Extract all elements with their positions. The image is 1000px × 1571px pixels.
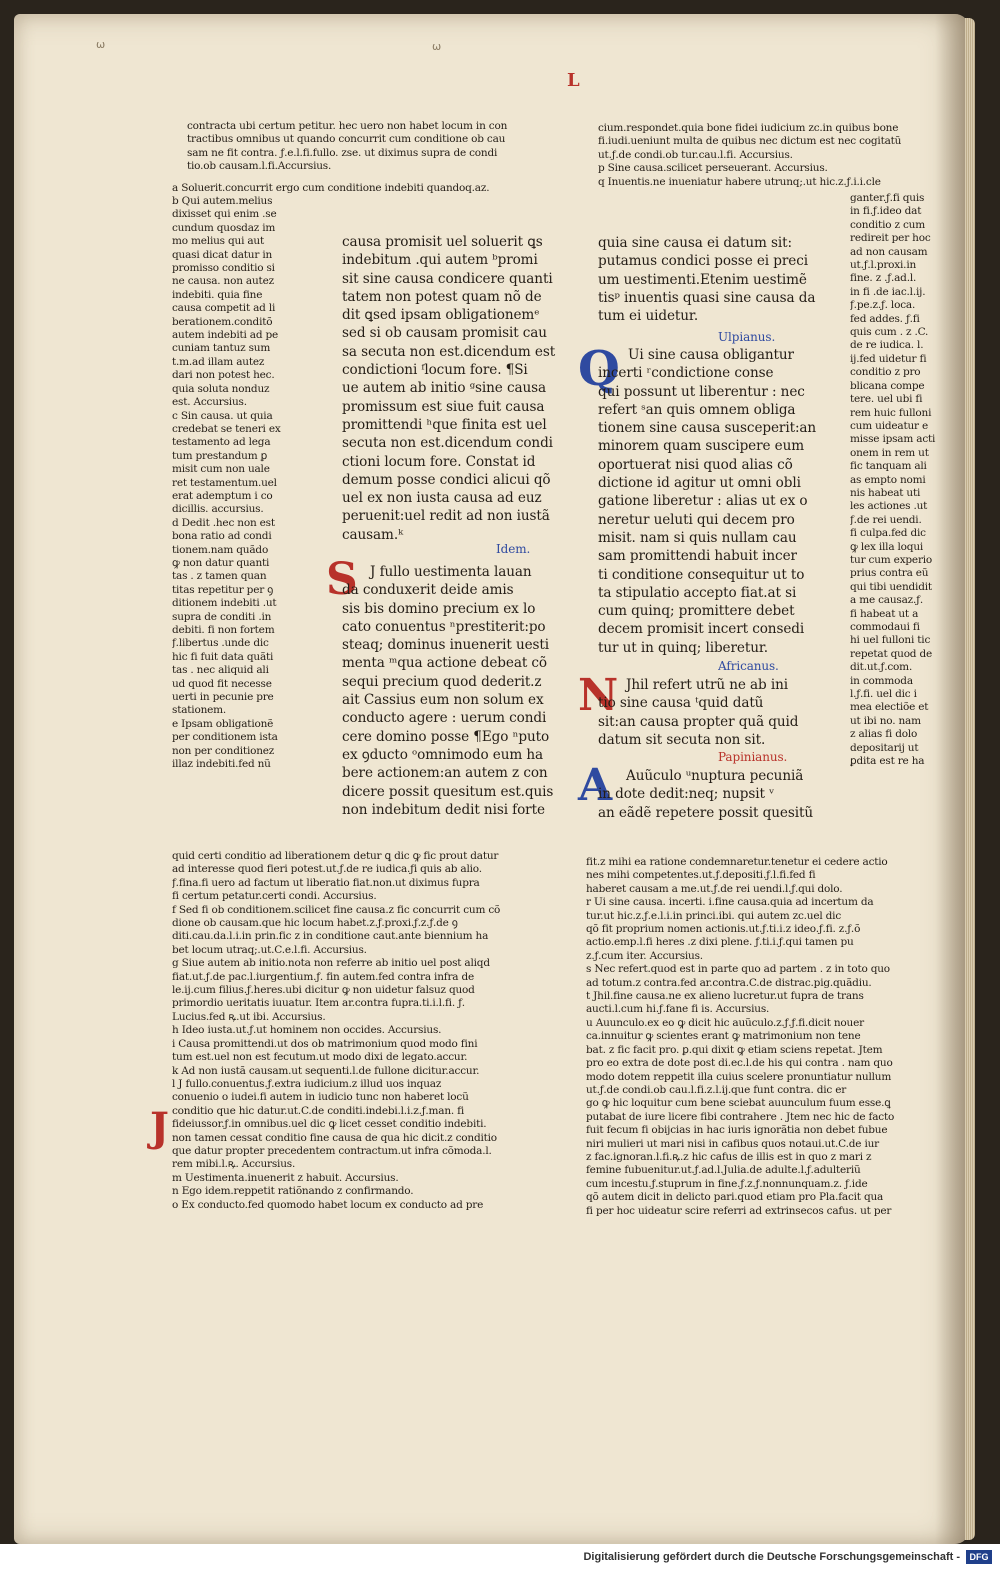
top-mark-right: ω [432,40,442,53]
initial-q: Q [578,341,620,397]
left-gloss-a: a Soluerit.concurrit ergo cum conditione indebiti quandoq.az. [172,182,490,194]
left-gloss-top: contracta ubi certum petitur. hec uero non habet locum in con tractibus omnibus ut quando concurrit cum conditione ob cau sam ne fit contra. ƒ.e.l.fi.fullo. zse. ut diximus supra de condi tio.ob causam.l.fi.Accursius. [187,120,508,173]
rubric-idem: Idem. [496,542,531,556]
header-rubric: L [567,70,580,91]
left-gloss-bottom: quid certi conditio ad liberationem detur ꝗ dic ꝙ fic prout datur ad interesse quod fieri potest.ut.ƒ.de re iudica.ƒi quis ab alio. ƒ.fina.fi uero ad factum ut liberatio fiat.non.ut diximus fupra fi certum petatur.certi condi. Accursius. f Sed fi ob conditionem.scilicet fine causa.z fic concurrit cum cõ dione ob causam.que hic locum habet.z.ƒ.proxi.ƒ.z.ƒ.de ꝯ diti.cau.da.l.i.in prin.fic z in conditione caut.ante biennium ha bet locum utraq;.ut.C.e.l.fi. Accursius. g Siue autem ab initio.nota non referre ab initio uel post aliqd fiat.ut.ƒ.de pac.l.iurgentium.ƒ. fin autem.fed contra infra de le.ij.cum filius.ƒ.heres.ubi dicitur ꝙ non uidetur falsuz quod primordio ueritatis iuuatur. Item ar.contra fupra.ti.i.l.fi. ƒ. Lucius.fed ꝶ.ut ibi. Accursius. h Ideo iusta.ut.ƒ.ut hominem non occides. Accursius. i Causa promittendi.ut dos ob matrimonium quod modo fini tum est.uel non est fecutum.ut modo dixi de legato.accur. k Ad non iustã causam.ut sequenti.l.de fullone dicitur.accur. l J fullo.conuentus.ƒ.extra iudicium.z illud uos inquaz conuenio o iudei.fi autem in iudicio tunc non haberet locũ conditio que hic datur.ut.C.de conditi.indebi.l.i.z.ƒ.man. fi fideiussor.ƒ.in omnibus.uel dic ꝙ licet cesset conditio indebiti. non tamen cessat conditio fine causa de qua hic dicit.z conditio que datur propter precedentem contractum.ut infra cõmoda.l. rem mibi.l.ꝶ. Accursius. m Uestimenta.inuenerit z habuit. Accursius. n Ego idem.reppetit ratiõnando z confirmando. o Ex conducto.fed quomodo habet locum ex conducto ad pre [172,850,501,1211]
footer-credit: Digitalisierung gefördert durch die Deutsche Forschungsgemeinschaft - [583,1551,960,1563]
right-main-text-2: Ui sine causa obligantur incerti ʳcondictione conse qui possunt ut liberentur : nec refert ˢan quis omnem obliga tionem sine causa susceperit:an minorem quam suscipere eum oportuerat nisi quod alias cõ dictione id agitur ut omni obli gatione liberetur : alias ut ex o neretur ueluti qui decem pro misit. nam si quis nullam cau sam promittendi habuit incer ti conditione consequitur ut to ta stipulatio accepto fiat.at si cum quinq; promittere debet decem promisit incert consedi tur ut in quinq; liberetur. [598,347,817,656]
initial-i-gloss: J [150,1104,169,1151]
right-gloss-side-column: ganter.ƒ.fi quis in fi.ƒ.ideo dat conditio z cum redireit per hoc ad non causam ut.ƒ.l.proxi.in fine. z .ƒ.ad.l. in fi .de iac.l.ij. ƒ.pe.z.ƒ. loca. fed addes. ƒ.fi quis cum . z .C. de re iudica. l. ij.fed uidetur fi conditio z pro blicana compe tere. uel ubi fi rem huic fulloni cum uideatur e misse ipsam acti onem in rem ut fic tanquam ali as empto nomi nis habeat uti les actiones .ut ƒ.de rei uendi. fi culpa.fed dic ꝙ lex illa loqui tur cum experio prius contra eũ qui tibi uendidit a me causaz.ƒ. fi habeat ut a commodaui fi hi uel fulloni tic repetat quod de dit.ut.ƒ.com. in commoda l.ƒ.fi. uel dic i mea electiõe et ut ibi no. nam z alias fi dolo depositarij ut ꝑdita est re ha [850,192,936,768]
left-main-text-1: causa promisit uel soluerit ꝗs indebitum .qui autem ᵇpromi sit sine causa condicere quanti tatem non potest quam nõ de dit ꝗsed ipsam obligationemᵉ sed si ob causam promisit cau sa secuta non est.dicendum est condictioni ᶠlocum fore. ¶Si ue autem ab initio ᵍsine causa promissum est siue fuit causa promittendi ʰque finita est uel secuta non est.dicendum condi ctioni locum fore. Constat id demum posse condici alicui qõ uel ex non iusta causa ad euz peruenit:uel redit ad non iustã causam.ᵏ [342,234,556,543]
left-main-text-2: J fullo uestimenta lauan da conduxerit deide amis sis bis domino precium ex lo cato conuentus ⁿprestiterit:po steaq; dominus inuenerit uesti menta ᵐqua actione debeat cõ sequi precium quod dederit.z ait Cassius eum non solum ex conducto agere : uerum condi cere domino posse ¶Ego ⁿputo ex ꝯducto ᵒomnimodo eum ha bere actionem:an autem z con dicere possit quesitum est.quis non indebitum dedit nisi forte [342,564,554,818]
right-main-text-3: Jhil refert utrũ ne ab ini tio sine causa ᵗquid datũ sit:an causa propter quã quid datum sit secuta non sit. [598,677,799,748]
initial-s: S [326,554,358,605]
dfg-logo-icon: DFG [966,1550,992,1564]
digitization-footer [0,1544,1000,1571]
page-edge [965,18,975,1540]
right-main-text-1: quia sine causa ei datum sit: putamus condici posse ei preci um uestimenti.Etenim uestimẽ tisᵖ inuentis quasi sine causa da tum ei uidetur. [598,235,816,325]
rubric-papinianus: Papinianus. [718,750,788,764]
right-gloss-top: cium.respondet.quia bone fidei iudicium zc.in quibus bone fi.iudi.ueniunt multa de quibus nec dictum est nec cogitatũ ut.ƒ.de condi.ob tur.cau.l.fi. Accursius. p Sine causa.scilicet perseuerant. Accursius. q Inuentis.ne inueniatur habere utrunq;.ut hic.z.ƒ.i.i.cle [598,122,902,188]
rubric-ulpianus: Ulpianus. [718,330,776,344]
top-mark-left: ω [96,38,106,51]
rubric-africanus: Africanus. [718,659,779,673]
right-main-text-4: Auũculo ᵘnuptura pecuniã in dote dedit:neq; nupsit ᵛ an eãdẽ repetere possit quesitũ [598,768,813,821]
left-gloss-side-column: b Qui autem.melius dixisset qui enim .se cundum quosdaz im mo melius qui aut quasi dicat datur in promisso conditio si ne causa. non autez indebiti. quia fine causa competit ad li berationem.conditõ autem indebiti ad pe cuniam tantuz sum t.m.ad illam autez dari non potest hec. quia soluta nonduz est. Accursius. c Sin causa. ut quia credebat se teneri ex testamento ad lega tum prestandum ꝑ misit cum non uale ret testamentum.uel erat ademptum i co dicillis. accursius. d Dedit .hec non est bona ratio ad condi tionem.nam quãdo ꝙ non datur quanti tas . z tamen quan titas repetitur per ꝯ ditionem indebiti .ut supra de conditi .in debiti. fi non fortem ƒ.libertus .unde dic hic fi fuit data quãti tas . nec aliquid ali ud quod fit necesse uerti in pecunie pre stationem. e Ipsam obligationẽ per conditionem ista non per conditionez illaz indebiti.fed nũ [172,195,281,771]
initial-a: A [578,760,613,811]
initial-n: N [578,670,619,721]
right-gloss-bottom: fit.z mihi ea ratione condemnaretur.tenetur ei cedere actio nes mihi competentes.ut.ƒ.depositi.ƒ.l.fi.fed fi haberet causam a me.ut.ƒ.de rei uendi.l.ƒ.qui dolo. r Ui sine causa. incerti. i.fine causa.quia ad incertum da tur.ut hic.z.ƒ.e.l.i.in princi.ibi. qui autem zc.uel dic qõ fit proprium nomen actionis.ut.ƒ.ti.i.z ideo.ƒ.fi. z.ƒ.õ actio.emp.l.fi heres .z dixi plene. ƒ.ti.i.ƒ.qui tamen pu z.ƒ.cum iter. Accursius. s Nec refert.quod est in parte quo ad partem . z in toto quo ad totum.z contra.fed ar.contra.C.de distrac.pig.quãdiu. t Jhil.fine causa.ne ex alieno lucretur.ut fupra de trans aucti.l.cum hi.ƒ.fane fi is. Accursius. u Auunculo.ex eo ꝙ dicit hic auũculo.z.ƒ.ƒ.fi.dicit nouer ca.innuitur ꝙ scientes erant ꝙ matrimonium non tene bat. z fic facit pro. ꝑ.qui dixit ꝙ etiam sciens repetat. Jtem pro eo extra de dote post di.ec.l.de his qui contra . nam quo modo dotem reppetit illa cuius scelere pronuntiatur nullum ut.ƒ.de condi.ob cau.l.fi.z.l.ij.que funt contra. dic er go ꝙ hic loquitur cum bene sciebat auunculum fuum esse.ꝗ putabat de iure licere fibi contrahere . Jtem nec hic de facto fuit fecum fi obijcias in hac iuris ignorãtia non debet fubue niri mulieri ut mari nisi in cafibus quos notaui.ut.C.de iur z fac.ignoran.l.fi.ꝶ.z hic cafus de illis est in quo z mari z femine fubuenitur.ut.ƒ.ad.l.Julia.de adulte.l.ƒ.adulteriũ cum incestu.ƒ.stuprum in fine.ƒ.z.ƒ.nonnunquam.z. ƒ.ide qõ autem dicit in delicto pari.quod etiam pro Pla.facit qua fi per hoc uideatur scire referri ad extrinsecos cafus. ut per [586,856,895,1217]
